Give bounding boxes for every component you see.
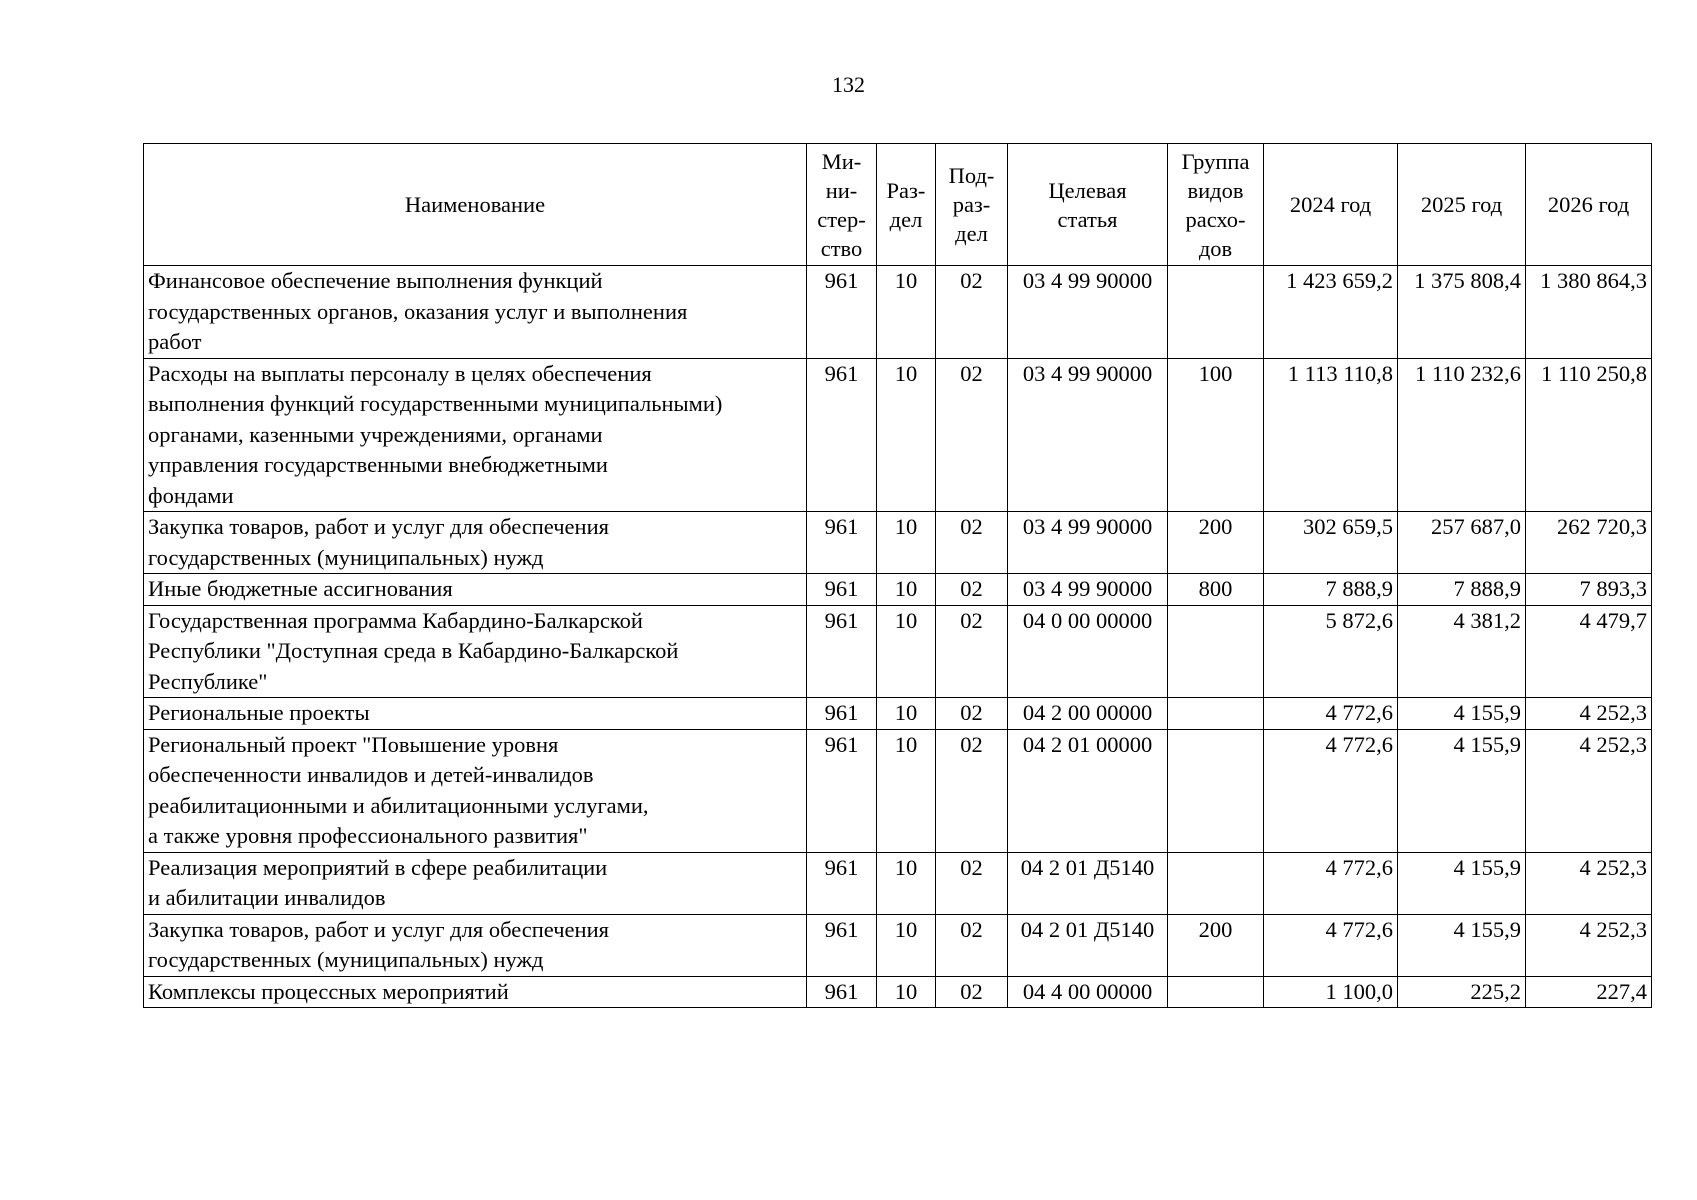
cell-2025: 4 155,9 [1398,852,1526,914]
cell-target: 03 4 99 90000 [1008,266,1168,359]
cell-name [144,512,807,574]
cell-2024: 302 659,5 [1264,512,1398,574]
cell-name [144,914,807,976]
header-section-line: дел [889,206,923,232]
header-subsection-line: раз- [952,192,991,217]
header-name: Наименование [144,144,807,266]
cell-2025: 1 110 232,6 [1398,358,1526,512]
cell-name-line: Республике" [148,668,268,694]
cell-name-line: и абилитации инвалидов [148,885,386,910]
cell-subsection: 02 [936,729,1008,852]
cell-section: 10 [877,729,936,852]
cell-2025: 4 155,9 [1398,729,1526,852]
cell-2026: 262 720,3 [1526,512,1652,574]
cell-name-line: Комплексы процессных мероприятий [148,978,509,1004]
cell-2025: 4 155,9 [1398,914,1526,976]
cell-name-line: выполнения функций государственными муниципальными) [148,391,723,416]
cell-name [144,605,807,698]
cell-2024: 5 872,6 [1264,605,1398,698]
cell-2026: 227,4 [1526,976,1652,1008]
cell-ministry: 961 [807,574,877,606]
cell-2024: 1 100,0 [1264,976,1398,1008]
table-row [144,266,1652,359]
cell-name-line: а также уровня профессионального развития" [148,823,588,848]
table-row [144,698,1652,730]
cell-target: 04 2 01 00000 [1008,729,1168,852]
cell-2025: 225,2 [1398,976,1526,1008]
cell-target: 04 2 00 00000 [1008,698,1168,730]
cell-group [1168,729,1264,852]
cell-section: 10 [877,574,936,606]
cell-name-line: фондами [148,482,234,508]
cell-target: 03 4 99 90000 [1008,512,1168,574]
cell-name-line: Расходы на выплаты персоналу в целях обеспечения [148,360,652,386]
cell-name-line: органами, казенными учреждениями, органами [148,421,603,447]
header-ministry-line: стер- [817,206,866,232]
cell-group: 800 [1168,574,1264,606]
table-body [144,266,1652,1008]
cell-ministry: 961 [807,729,877,852]
cell-subsection: 02 [936,605,1008,698]
cell-target: 04 4 00 00000 [1008,976,1168,1008]
header-ministry-line: Ми- [821,148,862,174]
cell-name-line: государственных органов, оказания услуг и выполнения [148,298,688,324]
cell-name-line: Иные бюджетные ассигнования [148,576,453,601]
header-section [877,144,936,266]
cell-target: 04 2 01 Д5140 [1008,852,1168,914]
cell-2026: 7 893,3 [1526,574,1652,606]
cell-2026: 4 252,3 [1526,729,1652,852]
cell-group [1168,266,1264,359]
cell-name-line: государственных (муниципальных) нужд [148,544,544,570]
header-section-line: Раз- [886,177,926,203]
cell-name-line: Республики "Доступная среда в Кабардино-Балкарской [148,638,679,663]
cell-ministry: 961 [807,512,877,574]
table-header [144,144,1652,266]
cell-ministry: 961 [807,266,877,359]
table-row [144,605,1652,698]
cell-ministry: 961 [807,698,877,730]
header-ministry-line: ство [820,235,863,261]
header-target-line: Целевая [1048,177,1127,203]
cell-ministry: 961 [807,976,877,1008]
cell-name-line: Региональный проект "Повышение уровня [148,731,559,757]
cell-section: 10 [877,914,936,976]
header-group-line: расхо- [1185,206,1246,232]
cell-subsection: 02 [936,698,1008,730]
header-2025: 2025 год [1398,144,1526,266]
cell-group [1168,605,1264,698]
header-2026: 2026 год [1526,144,1652,266]
cell-ministry: 961 [807,358,877,512]
header-target [1008,144,1168,266]
cell-group [1168,976,1264,1008]
cell-group: 200 [1168,914,1264,976]
table-row [144,574,1652,606]
cell-target: 04 2 01 Д5140 [1008,914,1168,976]
cell-section: 10 [877,358,936,512]
header-group [1168,144,1264,266]
cell-ministry: 961 [807,914,877,976]
header-subsection-line: Под- [948,163,995,188]
table-row [144,976,1652,1008]
cell-target: 04 0 00 00000 [1008,605,1168,698]
cell-2025: 4 155,9 [1398,698,1526,730]
header-group-line: видов [1187,177,1244,203]
cell-section: 10 [877,605,936,698]
cell-name-line: государственных (муниципальных) нужд [148,947,544,972]
cell-name [144,266,807,359]
cell-name [144,976,807,1008]
cell-subsection: 02 [936,976,1008,1008]
cell-2026: 1 110 250,8 [1526,358,1652,512]
cell-group: 200 [1168,512,1264,574]
header-subsection [936,144,1008,266]
cell-name-line: реабилитационными и абилитационными услугами, [148,792,649,818]
cell-2024: 1 113 110,8 [1264,358,1398,512]
table-row [144,358,1652,512]
cell-2024: 4 772,6 [1264,914,1398,976]
cell-ministry: 961 [807,852,877,914]
table-row [144,852,1652,914]
cell-name-line: Региональные проекты [148,700,370,725]
cell-2024: 4 772,6 [1264,698,1398,730]
cell-subsection: 02 [936,358,1008,512]
cell-2025: 257 687,0 [1398,512,1526,574]
cell-subsection: 02 [936,266,1008,359]
cell-name [144,574,807,606]
cell-name [144,852,807,914]
cell-section: 10 [877,266,936,359]
cell-2026: 4 252,3 [1526,914,1652,976]
page-number: 132 [832,72,865,97]
cell-name-line: Закупка товаров, работ и услуг для обеспечения [148,514,609,539]
cell-name-line: управления государственными внебюджетными [148,452,608,477]
cell-name [144,358,807,512]
cell-2025: 7 888,9 [1398,574,1526,606]
cell-2026: 4 252,3 [1526,852,1652,914]
cell-section: 10 [877,698,936,730]
cell-group: 100 [1168,358,1264,512]
cell-name-line: работ [148,329,202,354]
header-group-line: дов [1198,235,1233,261]
cell-subsection: 02 [936,574,1008,606]
cell-name-line: обеспеченности инвалидов и детей-инвалидов [148,762,594,787]
cell-2024: 4 772,6 [1264,852,1398,914]
cell-ministry: 961 [807,605,877,698]
budget-table [143,143,1652,1008]
cell-name-line: Финансовое обеспечение выполнения функций [148,268,603,293]
cell-name-line: Государственная программа Кабардино-Балкарской [148,607,643,633]
header-2024: 2024 год [1264,144,1398,266]
cell-target: 03 4 99 90000 [1008,574,1168,606]
header-group-line: Группа [1181,148,1250,174]
cell-name-line: Реализация мероприятий в сфере реабилитации [148,854,608,880]
header-target-line: статья [1057,206,1118,232]
cell-2026: 4 479,7 [1526,605,1652,698]
cell-group [1168,852,1264,914]
table-row [144,914,1652,976]
header-ministry-line: ни- [825,177,858,203]
header-subsection-line: дел [955,221,988,246]
cell-2024: 1 423 659,2 [1264,266,1398,359]
cell-2026: 1 380 864,3 [1526,266,1652,359]
cell-section: 10 [877,852,936,914]
cell-name-line: Закупка товаров, работ и услуг для обеспечения [148,916,609,942]
cell-2025: 4 381,2 [1398,605,1526,698]
cell-section: 10 [877,976,936,1008]
cell-subsection: 02 [936,852,1008,914]
header-ministry [807,144,877,266]
cell-subsection: 02 [936,914,1008,976]
cell-target: 03 4 99 90000 [1008,358,1168,512]
cell-subsection: 02 [936,512,1008,574]
cell-2024: 4 772,6 [1264,729,1398,852]
table-row [144,512,1652,574]
cell-name [144,698,807,730]
table-row [144,729,1652,852]
cell-2024: 7 888,9 [1264,574,1398,606]
cell-name [144,729,807,852]
cell-2025: 1 375 808,4 [1398,266,1526,359]
cell-section: 10 [877,512,936,574]
cell-2026: 4 252,3 [1526,698,1652,730]
cell-group [1168,698,1264,730]
